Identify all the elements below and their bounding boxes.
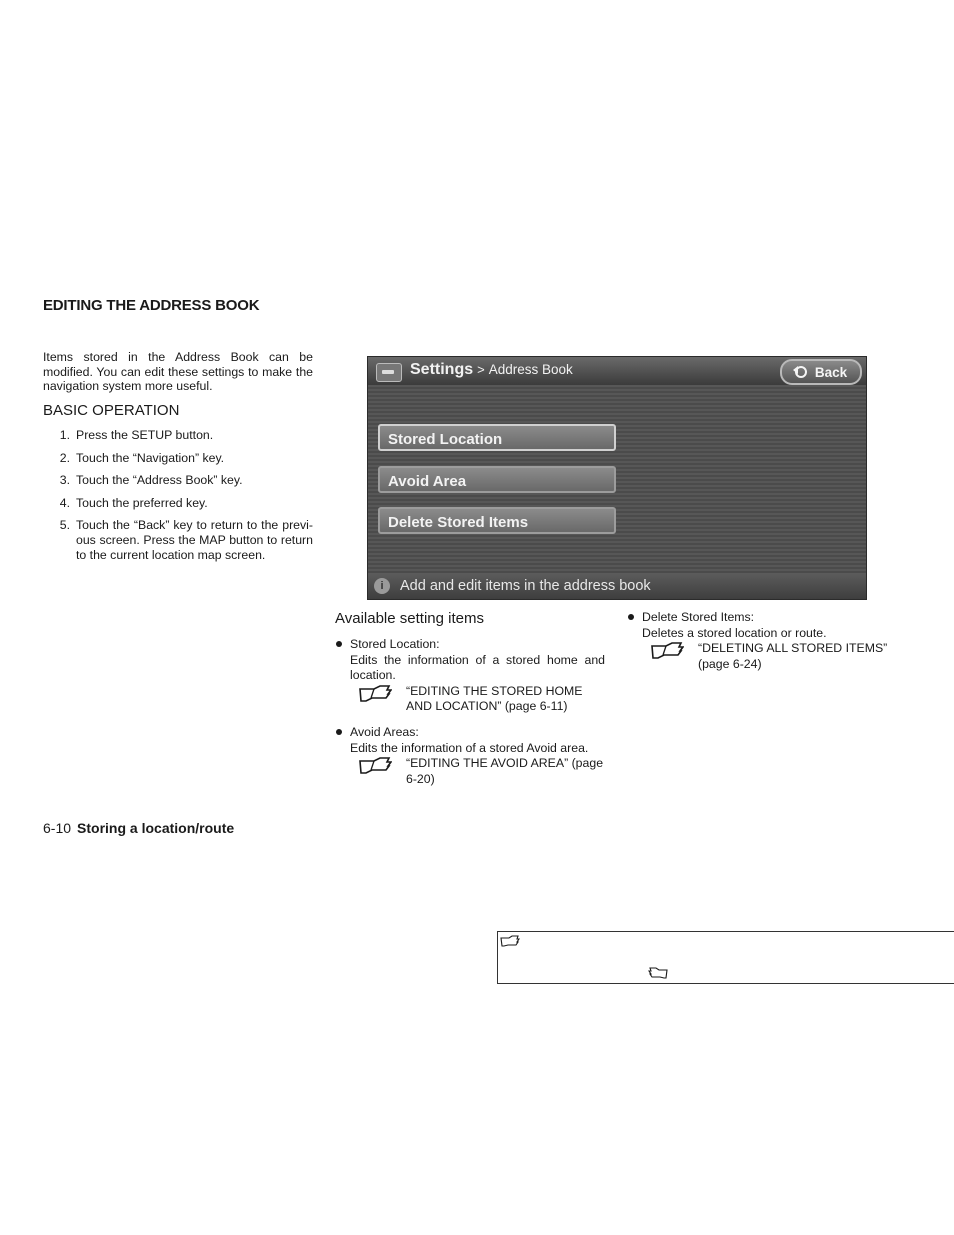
available-items-heading: Available setting items bbox=[335, 610, 484, 627]
item-description: Edits the information of a stored Avoid area. bbox=[350, 740, 589, 755]
step-number: 3. bbox=[59, 473, 70, 488]
item-description: Deletes a stored location or route. bbox=[642, 625, 827, 640]
bullet-icon bbox=[336, 729, 342, 735]
setting-item bbox=[335, 725, 605, 787]
step-number: 4. bbox=[59, 495, 70, 510]
setting-item bbox=[627, 610, 902, 672]
bullet-icon bbox=[336, 641, 342, 647]
item-title: Delete Stored Items: bbox=[642, 610, 755, 624]
step-item bbox=[43, 451, 313, 466]
pointing-hand-icon bbox=[642, 641, 698, 659]
nav-logo-icon bbox=[376, 363, 402, 382]
screen-status-bar bbox=[368, 573, 866, 599]
page-reference bbox=[642, 641, 902, 672]
screen-title bbox=[410, 361, 573, 379]
step-text: Touch the “Address Book” key. bbox=[76, 473, 243, 488]
back-button-label: Back bbox=[814, 364, 848, 380]
pointing-hand-icon bbox=[500, 934, 520, 952]
step-item bbox=[43, 428, 313, 443]
section-title: EDITING THE ADDRESS BOOK bbox=[43, 297, 260, 314]
page-number: 6-10 bbox=[43, 820, 72, 836]
steps-list bbox=[43, 428, 313, 570]
page-footer bbox=[43, 820, 234, 836]
bullet-icon bbox=[628, 614, 634, 620]
step-text: Press the SETUP button. bbox=[76, 428, 214, 442]
step-text: Touch the “Navigation” key. bbox=[76, 450, 225, 465]
intro-paragraph: Items stored in the Address Book can be modified. You can edit these settings to make the navigation system more useful. bbox=[43, 350, 313, 394]
basic-operation-heading: BASIC OPERATION bbox=[43, 402, 180, 419]
hand-icon bbox=[648, 966, 668, 984]
pointing-hand-icon bbox=[350, 756, 406, 774]
step-text: Touch the “Back” key to return to the previ-ous screen. Press the MAP button to return to the current location map screen. bbox=[76, 518, 313, 562]
step-item bbox=[43, 496, 313, 511]
available-items-column bbox=[335, 637, 605, 797]
pointing-hand-icon bbox=[350, 684, 406, 702]
info-icon: i bbox=[374, 578, 390, 594]
item-title: Avoid Areas: bbox=[350, 724, 419, 739]
setting-item bbox=[335, 637, 605, 715]
delete-stored-items-button[interactable]: Delete Stored Items bbox=[378, 507, 616, 534]
screen-title-main: Settings bbox=[410, 361, 474, 378]
step-text: Touch the preferred key. bbox=[76, 495, 208, 510]
navigation-screen bbox=[367, 356, 867, 600]
reference-link[interactable]: “DELETING ALL STORED ITEMS” (page 6-24) bbox=[698, 641, 888, 671]
item-description: Edits the information of a stored home and location. bbox=[350, 652, 605, 683]
avoid-area-button[interactable]: Avoid Area bbox=[378, 466, 616, 493]
item-title: Stored Location: bbox=[350, 637, 440, 651]
step-item bbox=[43, 518, 313, 562]
reference-link[interactable]: “EDITING THE STORED HOME AND LOCATION” (page 6-11) bbox=[406, 683, 583, 714]
status-text: Add and edit items in the address book bbox=[400, 578, 651, 594]
page-reference bbox=[350, 756, 605, 787]
breadcrumb-current: Address Book bbox=[488, 362, 573, 377]
page-reference bbox=[350, 684, 605, 715]
back-arrow-icon bbox=[795, 366, 807, 378]
step-number: 1. bbox=[59, 428, 70, 442]
step-number: 5. bbox=[59, 518, 70, 533]
screen-header bbox=[368, 357, 866, 385]
step-item bbox=[43, 473, 313, 488]
reference-legend-box bbox=[497, 931, 954, 984]
screen-body bbox=[368, 385, 866, 573]
reference-link[interactable]: “EDITING THE AVOID AREA” (page 6-20) bbox=[406, 756, 604, 786]
breadcrumb-separator: > bbox=[477, 362, 485, 377]
available-items-column-right bbox=[627, 610, 902, 682]
step-number: 2. bbox=[59, 450, 70, 465]
back-button[interactable] bbox=[780, 359, 862, 385]
chapter-title: Storing a location/route bbox=[77, 820, 235, 836]
stored-location-button[interactable]: Stored Location bbox=[378, 424, 616, 451]
